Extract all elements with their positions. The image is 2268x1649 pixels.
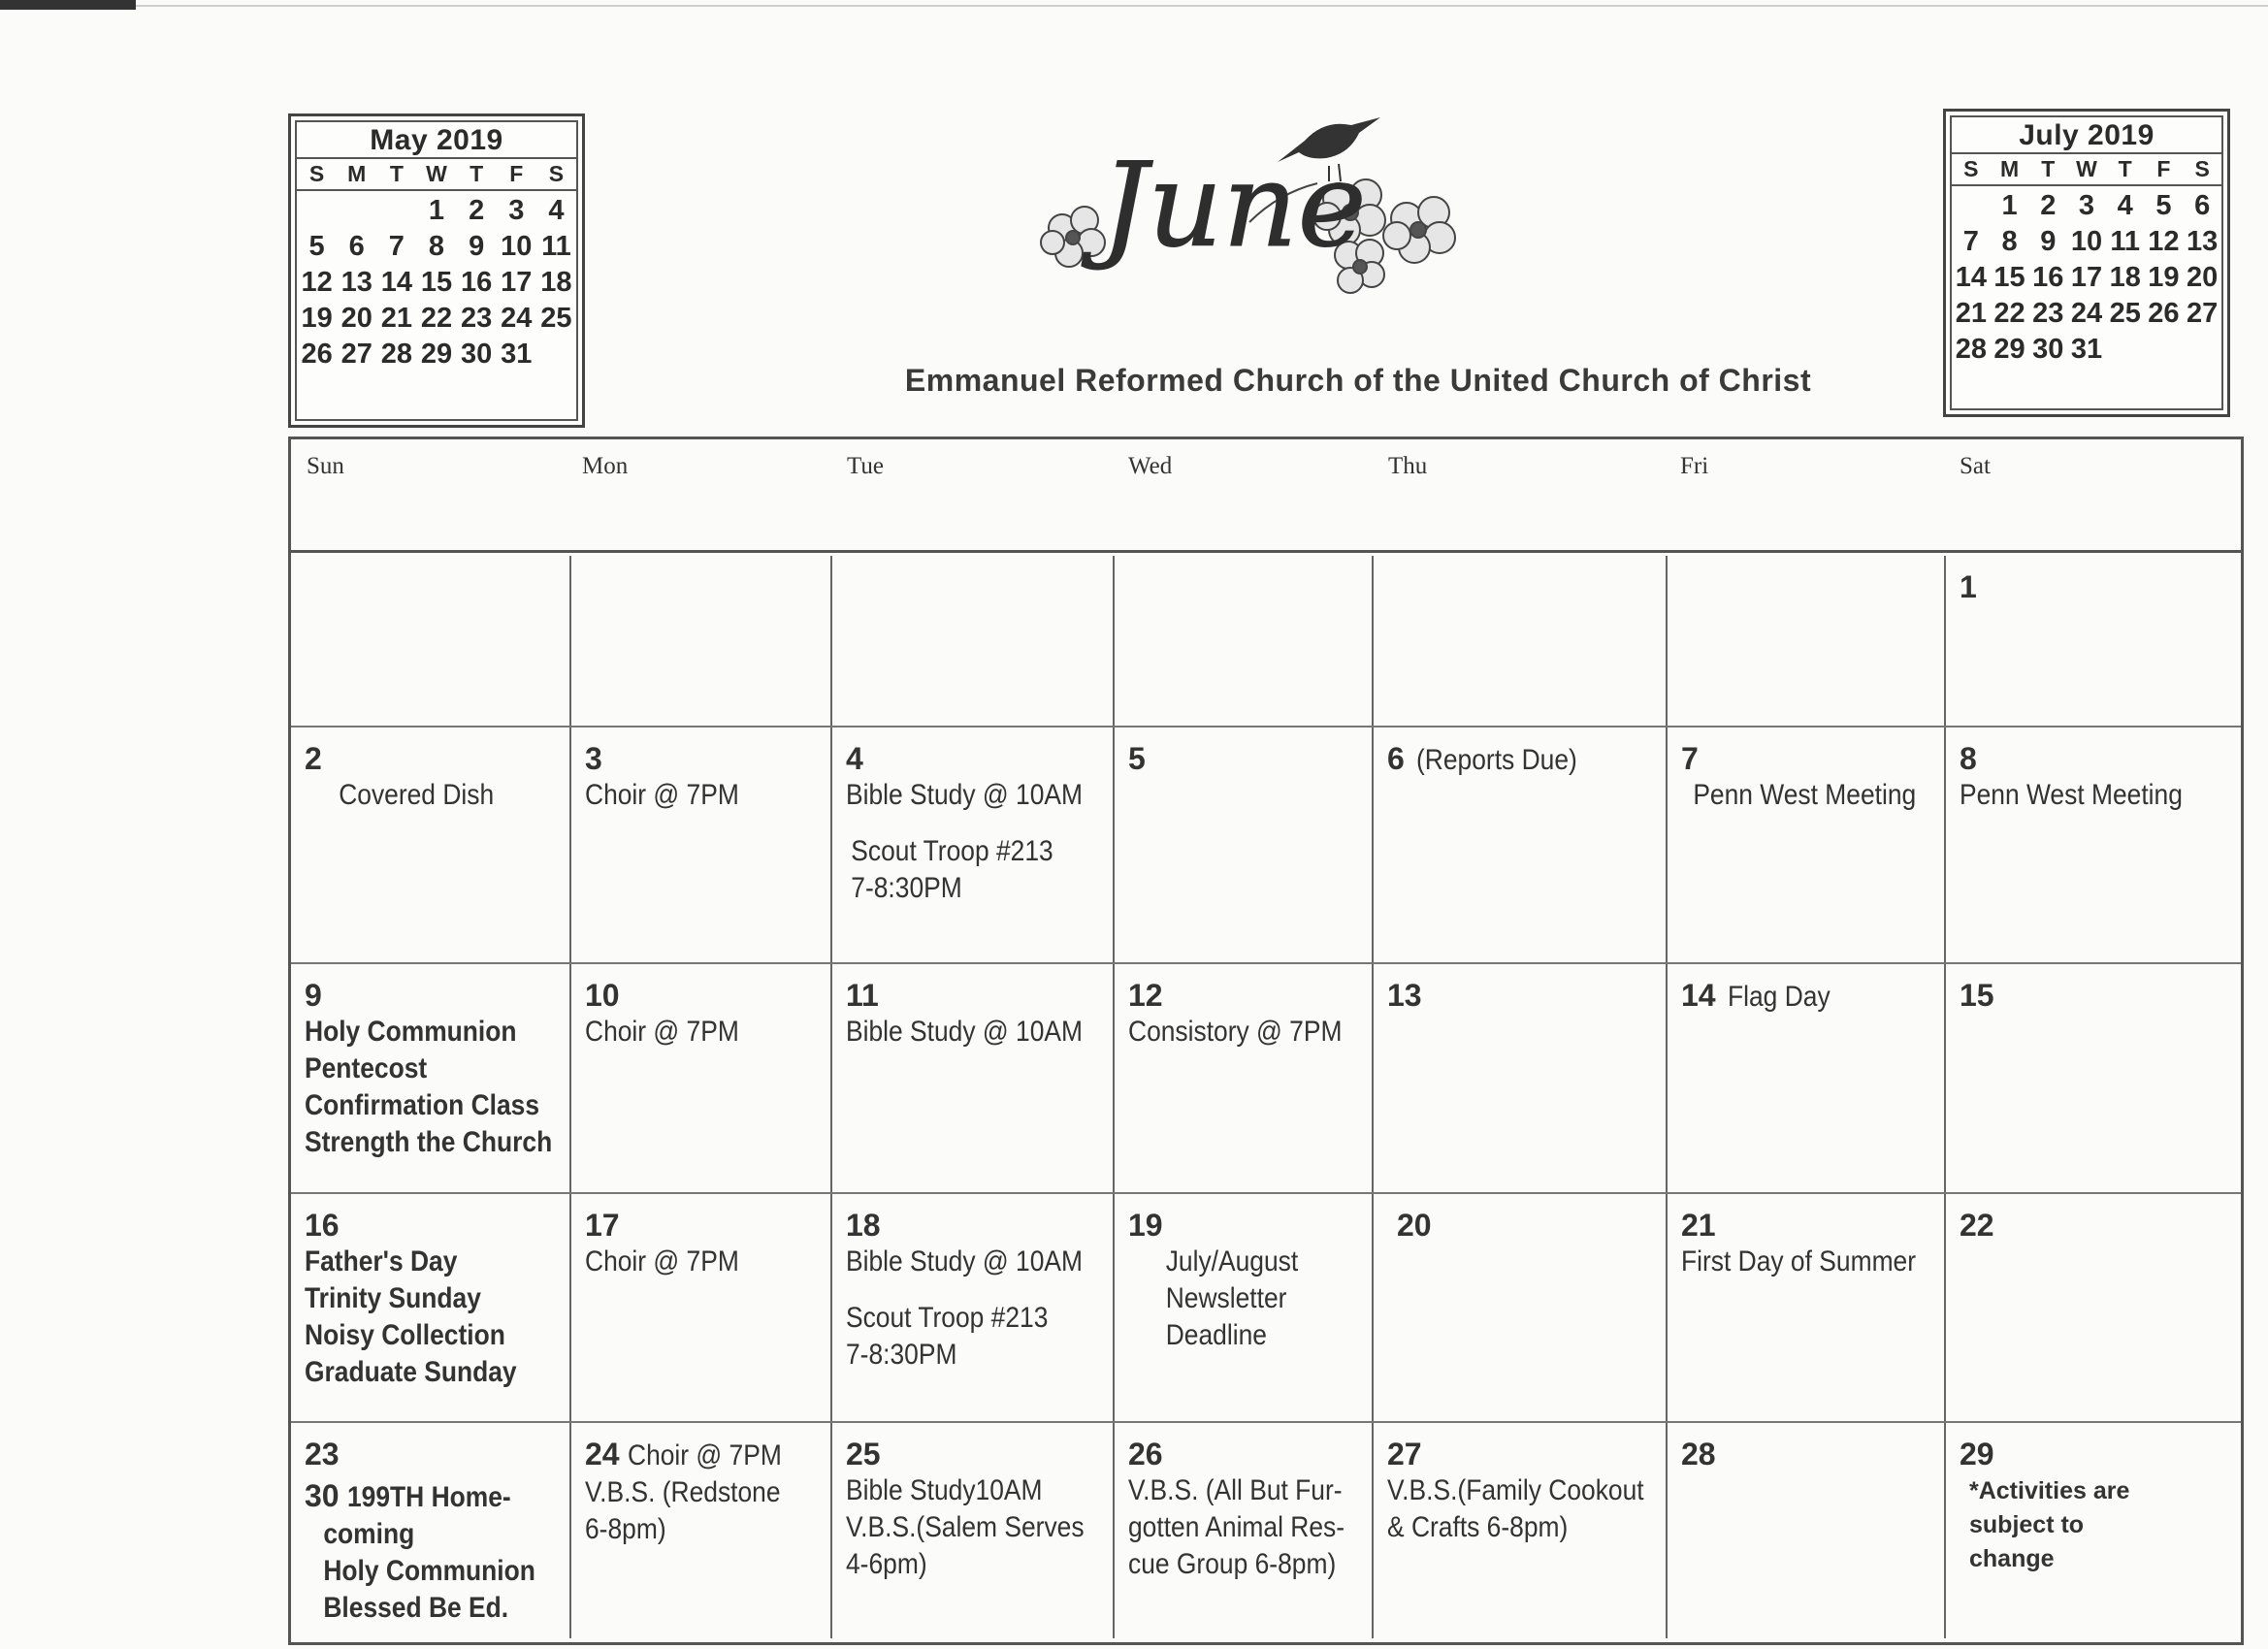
event-text: Scout Troop #213 7-8:30PM (846, 1302, 1049, 1371)
flower-icon (1041, 207, 1105, 267)
event-text: First Day of Summer (1681, 1245, 1917, 1277)
day-cell-4[interactable] (832, 728, 1113, 962)
mini-calendar-title: May 2019 (370, 124, 503, 156)
june-calendar (288, 436, 2244, 1645)
mini-day: 10 (501, 231, 533, 262)
event-text: Bible Study @ 10AM (846, 779, 1083, 811)
day-number: 26 (1128, 1437, 1163, 1471)
event-text: V.B.S.(Family Cookout & Crafts 6-8pm) (1387, 1474, 1644, 1543)
day-number: 1 (1960, 569, 1977, 604)
day-cell-25[interactable] (832, 1423, 1113, 1638)
mini-day: 26 (2148, 298, 2180, 329)
day-cell-5[interactable] (1115, 728, 1372, 962)
weekday-letter: T (2118, 156, 2132, 181)
mini-day: 2 (469, 195, 485, 226)
day-cell-22[interactable] (1946, 1194, 2241, 1421)
day-number: 18 (846, 1208, 881, 1243)
weekday-letter: M (347, 161, 367, 186)
day-cell-24[interactable] (571, 1423, 830, 1638)
mini-day: 31 (2070, 334, 2103, 365)
mini-day: 13 (2187, 226, 2219, 257)
mini-day: 24 (501, 303, 533, 334)
weekday-letter: W (426, 161, 447, 186)
event-text: Bible Study @ 10AM (846, 1016, 1083, 1048)
event-text: coming Holy Communion Blessed Be Ed. (323, 1518, 535, 1624)
day-cell-27[interactable] (1374, 1423, 1666, 1638)
mini-day (1952, 190, 1991, 222)
mini-day: 21 (1955, 298, 1987, 329)
june-script-title: June (1101, 139, 1367, 274)
mini-day: 19 (301, 303, 333, 334)
june-logo (1009, 102, 1513, 296)
mini-day: 5 (308, 231, 325, 262)
day-cell-9[interactable] (291, 964, 569, 1192)
event-text: Consistory @ 7PM (1128, 1016, 1343, 1048)
day-number: 22 (1960, 1208, 1994, 1243)
mini-day: 12 (2148, 226, 2180, 257)
mini-day: 30 (2032, 334, 2064, 365)
event-text: Choir @ 7PM (627, 1439, 782, 1471)
day-cell-11[interactable] (832, 964, 1113, 1192)
day-cell-18[interactable] (832, 1194, 1113, 1421)
event-text: Father's Day Trinity Sunday Noisy Collection Graduate Sunday (305, 1245, 517, 1388)
mini-calendar-days (1952, 190, 2221, 366)
day-number: 16 (305, 1208, 340, 1243)
weekday-wed: Wed (1128, 453, 1173, 479)
day-cell-12[interactable] (1115, 964, 1372, 1192)
day-cell-6[interactable] (1374, 728, 1666, 962)
day-cell-26[interactable] (1115, 1423, 1372, 1638)
mini-calendar-may (288, 113, 585, 428)
mini-day: 28 (1955, 334, 1987, 365)
mini-day: 22 (1993, 298, 2025, 329)
mini-day: 28 (380, 339, 412, 370)
day-cell-8[interactable] (1946, 728, 2241, 962)
mini-calendar-weekdays (297, 157, 576, 191)
mini-day: 17 (501, 267, 533, 298)
day-number: 27 (1387, 1437, 1422, 1471)
mini-day: 3 (508, 195, 525, 226)
mini-day: 5 (2155, 190, 2172, 221)
mini-day: 21 (380, 303, 412, 334)
day-number: 30 (305, 1478, 340, 1513)
day-number: 11 (846, 978, 879, 1013)
day-number: 8 (1960, 741, 1977, 776)
event-text: V.B.S. (Redstone 6-8pm) (585, 1476, 781, 1545)
day-number: 15 (1960, 978, 1994, 1013)
weekday-tue: Tue (847, 453, 884, 479)
mini-day: 4 (2117, 190, 2133, 221)
mini-calendar-title: July 2019 (2019, 119, 2155, 151)
day-cell-28[interactable] (1668, 1423, 1944, 1638)
weekday-letter: F (2156, 156, 2171, 181)
day-number: 2 (305, 741, 322, 776)
event-text: Bible Study @ 10AM (846, 1245, 1083, 1277)
day-number: 20 (1397, 1208, 1432, 1243)
mini-calendar-days (297, 195, 576, 371)
day-number: 10 (585, 978, 620, 1013)
mini-day: 9 (2040, 226, 2057, 257)
mini-day (297, 195, 337, 227)
weekday-letter: T (2041, 156, 2056, 181)
event-text: V.B.S. (All But Fur- gotten Animal Res- cue Group 6-8pm) (1128, 1474, 1345, 1580)
mini-day: 3 (2078, 190, 2095, 221)
weekday-mon: Mon (582, 453, 629, 479)
scan-edge-line (136, 5, 2268, 7)
day-cell-15[interactable] (1946, 964, 2241, 1192)
mini-day: 25 (540, 303, 572, 334)
mini-day: 20 (340, 303, 373, 334)
event-text: July/August Newsletter Deadline (1165, 1245, 1299, 1351)
mini-day (337, 195, 376, 227)
mini-day: 16 (2032, 262, 2064, 293)
mini-day: 29 (1993, 334, 2025, 365)
mini-day: 1 (2001, 190, 2018, 221)
mini-day: 6 (2194, 190, 2211, 221)
mini-day (376, 195, 416, 227)
day-cell-10[interactable] (571, 964, 830, 1192)
mini-day: 11 (2110, 226, 2141, 257)
mini-calendar-weekdays (1952, 152, 2221, 186)
day-number: 23 (305, 1437, 340, 1471)
event-text: V.B.S.(Salem Serves 4-6pm) (846, 1511, 1085, 1580)
mini-day: 1 (428, 195, 445, 226)
mini-day: 29 (420, 339, 453, 370)
weekday-letter: F (509, 161, 524, 186)
day-cell-2[interactable] (291, 728, 569, 962)
day-cell-7[interactable] (1668, 728, 1944, 962)
day-cell-13[interactable] (1374, 964, 1666, 1192)
event-text: Choir @ 7PM (585, 1016, 739, 1048)
mini-day: 8 (2001, 226, 2018, 257)
day-cell-19[interactable] (1115, 1194, 1372, 1421)
event-text: Scout Troop #213 7-8:30PM (851, 835, 1053, 904)
weekday-letter: S (308, 161, 325, 186)
weekday-letter: T (470, 161, 484, 186)
event-text: (Reports Due) (1416, 744, 1578, 776)
day-cell-14[interactable] (1668, 964, 1944, 1192)
event-text: Flag Day (1728, 981, 1831, 1013)
mini-day: 18 (2109, 262, 2141, 293)
church-name: Emmanuel Reformed Church of the United Church of Christ (904, 363, 1812, 398)
weekday-sat: Sat (1960, 453, 1991, 479)
day-number: 12 (1128, 978, 1163, 1013)
mini-day: 12 (301, 267, 333, 298)
day-number: 5 (1128, 741, 1146, 776)
mini-day: 25 (2109, 298, 2141, 329)
mini-day: 19 (2148, 262, 2180, 293)
event-text: Penn West Meeting (1960, 779, 2183, 811)
day-cell-21[interactable] (1668, 1194, 1944, 1421)
mini-day: 11 (541, 231, 571, 262)
day-number: 21 (1681, 1208, 1716, 1243)
day-cell-1[interactable] (1946, 556, 2241, 726)
day-cell-16[interactable] (291, 1194, 569, 1421)
mini-day: 13 (340, 267, 373, 298)
mini-day: 14 (1955, 262, 1987, 293)
mini-day: 23 (461, 303, 493, 334)
weekday-header-row (291, 439, 2241, 553)
weekday-sun: Sun (307, 453, 344, 479)
event-text: Choir @ 7PM (585, 779, 739, 811)
weekday-fri: Fri (1680, 453, 1709, 479)
weekday-thu: Thu (1388, 453, 1428, 479)
event-text: Holy Communion Pentecost Confirmation Class Strength the Church (305, 1016, 553, 1158)
day-number: 29 (1960, 1437, 1994, 1471)
mini-day: 16 (461, 267, 493, 298)
day-number: 3 (585, 741, 602, 776)
mini-day: 27 (340, 339, 373, 370)
weekday-letter: W (2076, 156, 2097, 181)
mini-day: 15 (420, 267, 453, 298)
mini-day: 10 (2070, 226, 2103, 257)
day-number: 19 (1128, 1208, 1163, 1243)
mini-day: 31 (501, 339, 533, 370)
mini-day: 22 (420, 303, 453, 334)
day-number: 24 (585, 1437, 620, 1471)
calendar-grid (291, 556, 2241, 1638)
day-number: 7 (1681, 741, 1699, 776)
mini-day: 20 (2187, 262, 2219, 293)
day-cell-20[interactable] (1374, 1194, 1666, 1421)
event-text: Bible Study10AM (846, 1474, 1043, 1506)
day-number: 28 (1681, 1437, 1716, 1471)
mini-day: 6 (348, 231, 365, 262)
day-cell-23-30[interactable] (291, 1423, 569, 1638)
day-cell-29[interactable] (1946, 1423, 2241, 1638)
mini-day: 7 (1962, 226, 1979, 257)
day-number: 9 (305, 978, 322, 1013)
day-number: 17 (585, 1208, 620, 1243)
mini-day: 26 (301, 339, 333, 370)
weekday-letter: T (389, 161, 404, 186)
event-text: 199TH Home- (346, 1481, 511, 1513)
day-number: 14 (1681, 978, 1716, 1013)
mini-day: 30 (461, 339, 493, 370)
event-text: Penn West Meeting (1693, 779, 1917, 811)
event-text: Choir @ 7PM (585, 1245, 739, 1277)
mini-day: 2 (2040, 190, 2057, 221)
weekday-letter: S (2194, 156, 2210, 181)
activities-disclaimer: *Activities are subject to change (1969, 1477, 2130, 1572)
day-number: 6 (1387, 741, 1405, 776)
mini-day: 17 (2070, 262, 2103, 293)
mini-day: 24 (2070, 298, 2103, 329)
day-number: 4 (846, 741, 863, 776)
mini-day: 4 (548, 195, 565, 226)
weekday-letter: S (548, 161, 565, 186)
scan-edge-bar (0, 0, 136, 10)
mini-day: 23 (2032, 298, 2064, 329)
day-number: 25 (846, 1437, 881, 1471)
mini-day: 15 (1993, 262, 2025, 293)
day-number: 13 (1387, 978, 1422, 1013)
mini-day: 18 (540, 267, 572, 298)
weekday-letter: S (1963, 156, 1979, 181)
mini-day: 9 (469, 231, 485, 262)
mini-day: 8 (428, 231, 445, 262)
day-cell-17[interactable] (571, 1194, 830, 1421)
mini-day: 7 (388, 231, 405, 262)
day-cell-3[interactable] (571, 728, 830, 962)
event-text: Covered Dish (339, 779, 495, 811)
weekday-letter: M (1999, 156, 2020, 181)
mini-day: 14 (380, 267, 412, 298)
mini-day: 27 (2187, 298, 2219, 329)
